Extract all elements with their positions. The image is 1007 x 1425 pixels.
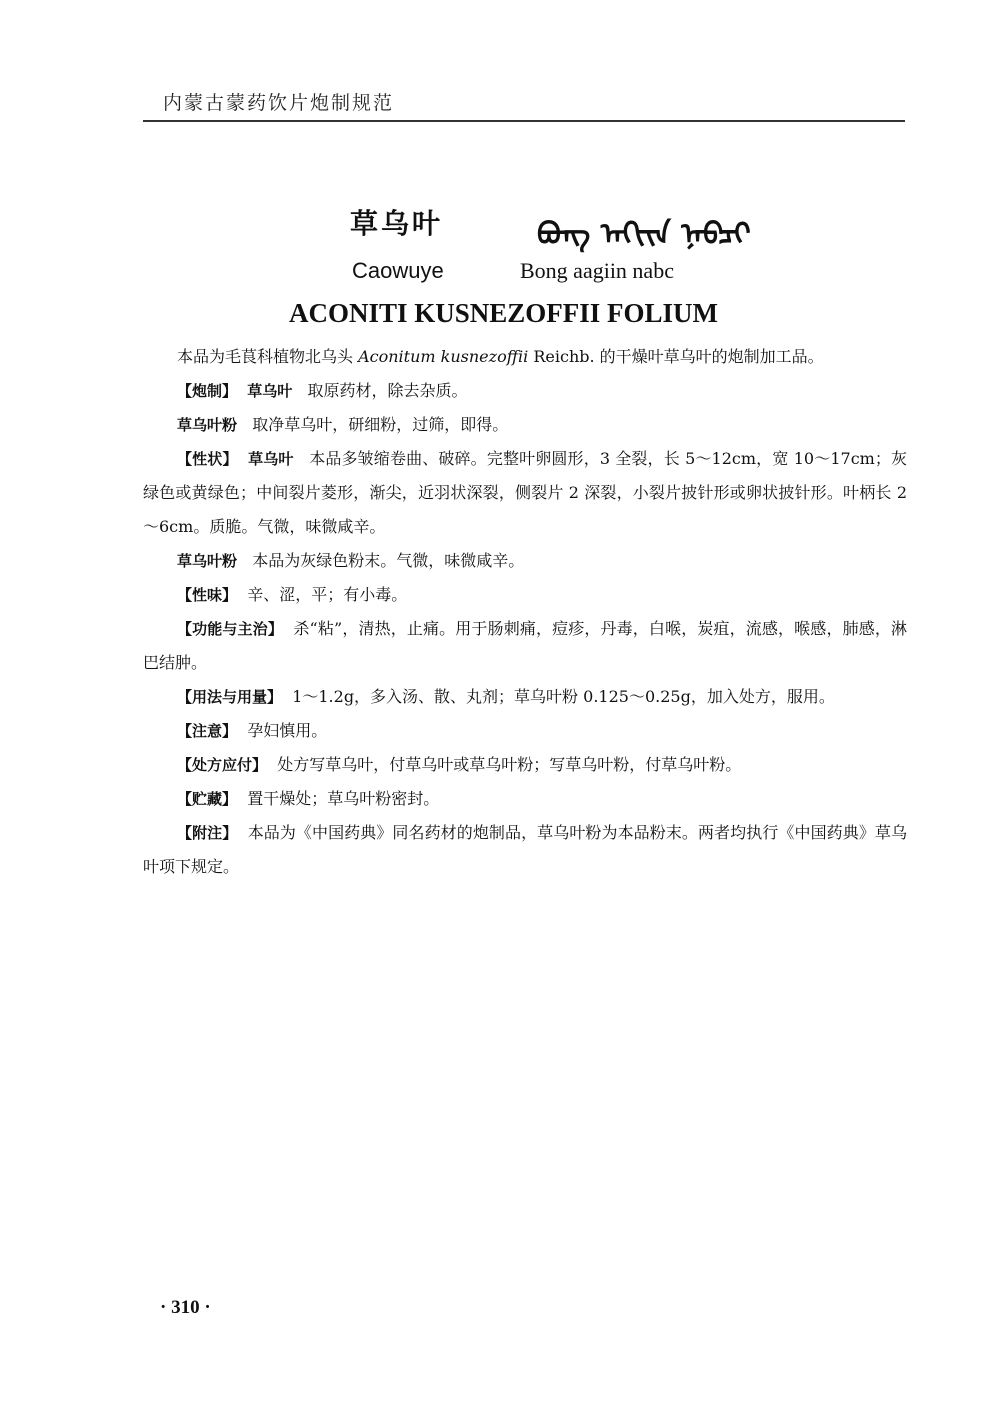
properties-powder-paragraph bbox=[143, 544, 907, 578]
intro-text-before: 本品为毛茛科植物北乌头 bbox=[177, 347, 359, 366]
subitem-leaf: 草乌叶 bbox=[248, 450, 294, 468]
subitem-leaf: 草乌叶 bbox=[247, 382, 293, 400]
subitem-powder: 草乌叶粉 bbox=[177, 552, 238, 570]
header-rule bbox=[143, 120, 905, 122]
functions-text: 杀“粘”，清热，止痛。用于肠刺痛，痘疹，丹毒，白喉，炭疽，流感，喉感，肺感，淋巴结肿。 bbox=[143, 619, 907, 672]
section-label-prescription: 【处方应付】 bbox=[177, 756, 268, 774]
processing-powder-text: 取净草乌叶，研细粉，过筛，即得。 bbox=[252, 415, 509, 434]
intro-text-after: Reichb. 的干燥叶草乌叶的炮制加工品。 bbox=[528, 347, 824, 366]
processing-leaf-text: 取原药材，除去杂质。 bbox=[307, 381, 468, 400]
storage-paragraph bbox=[143, 782, 907, 816]
entry-mongolian-latin: Bong aagiin nabc bbox=[520, 258, 674, 283]
usage-paragraph bbox=[143, 680, 907, 714]
section-label-note: 【附注】 bbox=[177, 824, 238, 842]
properties-leaf-text: 本品多皱缩卷曲、破碎。完整叶卵圆形，3 全裂，长 5～12cm，宽 10～17cm；灰绿色或黄绿色；中间裂片菱形，渐尖，近羽状深裂，侧裂片 2 深裂，小裂片披针形或卵状披针形。叶柄长 2～6cm。质脆。气微，味微咸辛。 bbox=[143, 449, 907, 536]
storage-text: 置干燥处；草乌叶粉密封。 bbox=[247, 789, 440, 808]
taste-text: 辛、涩，平；有小毒。 bbox=[247, 585, 408, 604]
species-name: Aconitum kusnezoffii bbox=[358, 347, 529, 366]
section-label-properties: 【性状】 bbox=[177, 450, 238, 468]
section-label-taste: 【性味】 bbox=[177, 586, 238, 604]
section-label-usage: 【用法与用量】 bbox=[177, 688, 283, 706]
note-text: 本品为《中国药典》同名药材的炮制品，草乌叶粉为本品粉末。两者均执行《中国药典》草乌叶项下规定。 bbox=[143, 823, 907, 876]
caution-paragraph bbox=[143, 714, 907, 748]
processing-powder-paragraph bbox=[143, 408, 907, 442]
processing-leaf-paragraph bbox=[143, 374, 907, 408]
entry-pinyin: Caowuye bbox=[352, 258, 444, 283]
section-label-caution: 【注意】 bbox=[177, 722, 238, 740]
properties-powder-text: 本品为灰绿色粉末。气微，味微咸辛。 bbox=[252, 551, 525, 570]
prescription-text: 处方写草乌叶，付草乌叶或草乌叶粉；写草乌叶粉，付草乌叶粉。 bbox=[277, 755, 742, 774]
note-paragraph bbox=[143, 816, 907, 884]
entry-latin-name: ACONITI KUSNEZOFFII FOLIUM bbox=[288, 298, 719, 328]
running-header: 内蒙古蒙药饮片炮制规范 bbox=[163, 92, 395, 114]
caution-text: 孕妇慎用。 bbox=[247, 721, 328, 740]
properties-leaf-paragraph bbox=[143, 442, 907, 544]
section-label-storage: 【贮藏】 bbox=[177, 790, 238, 808]
taste-paragraph bbox=[143, 578, 907, 612]
section-label-processing: 【炮制】 bbox=[177, 382, 238, 400]
page-number: · 310 · bbox=[160, 1297, 211, 1318]
section-label-functions: 【功能与主治】 bbox=[177, 620, 283, 638]
entry-title-mongolian: ᠪᠣᠩ ᠠᠭᠢᠢᠨ ᠨᠠᠪᠴᠢ bbox=[537, 217, 751, 252]
prescription-paragraph bbox=[143, 748, 907, 782]
intro-paragraph bbox=[143, 340, 907, 374]
entry-title-chinese: 草乌叶 bbox=[350, 207, 444, 240]
monograph-body bbox=[143, 340, 907, 884]
subitem-powder: 草乌叶粉 bbox=[177, 416, 238, 434]
functions-paragraph bbox=[143, 612, 907, 680]
usage-text: 1～1.2g，多入汤、散、丸剂；草乌叶粉 0.125～0.25g，加入处方，服用。 bbox=[292, 687, 835, 706]
